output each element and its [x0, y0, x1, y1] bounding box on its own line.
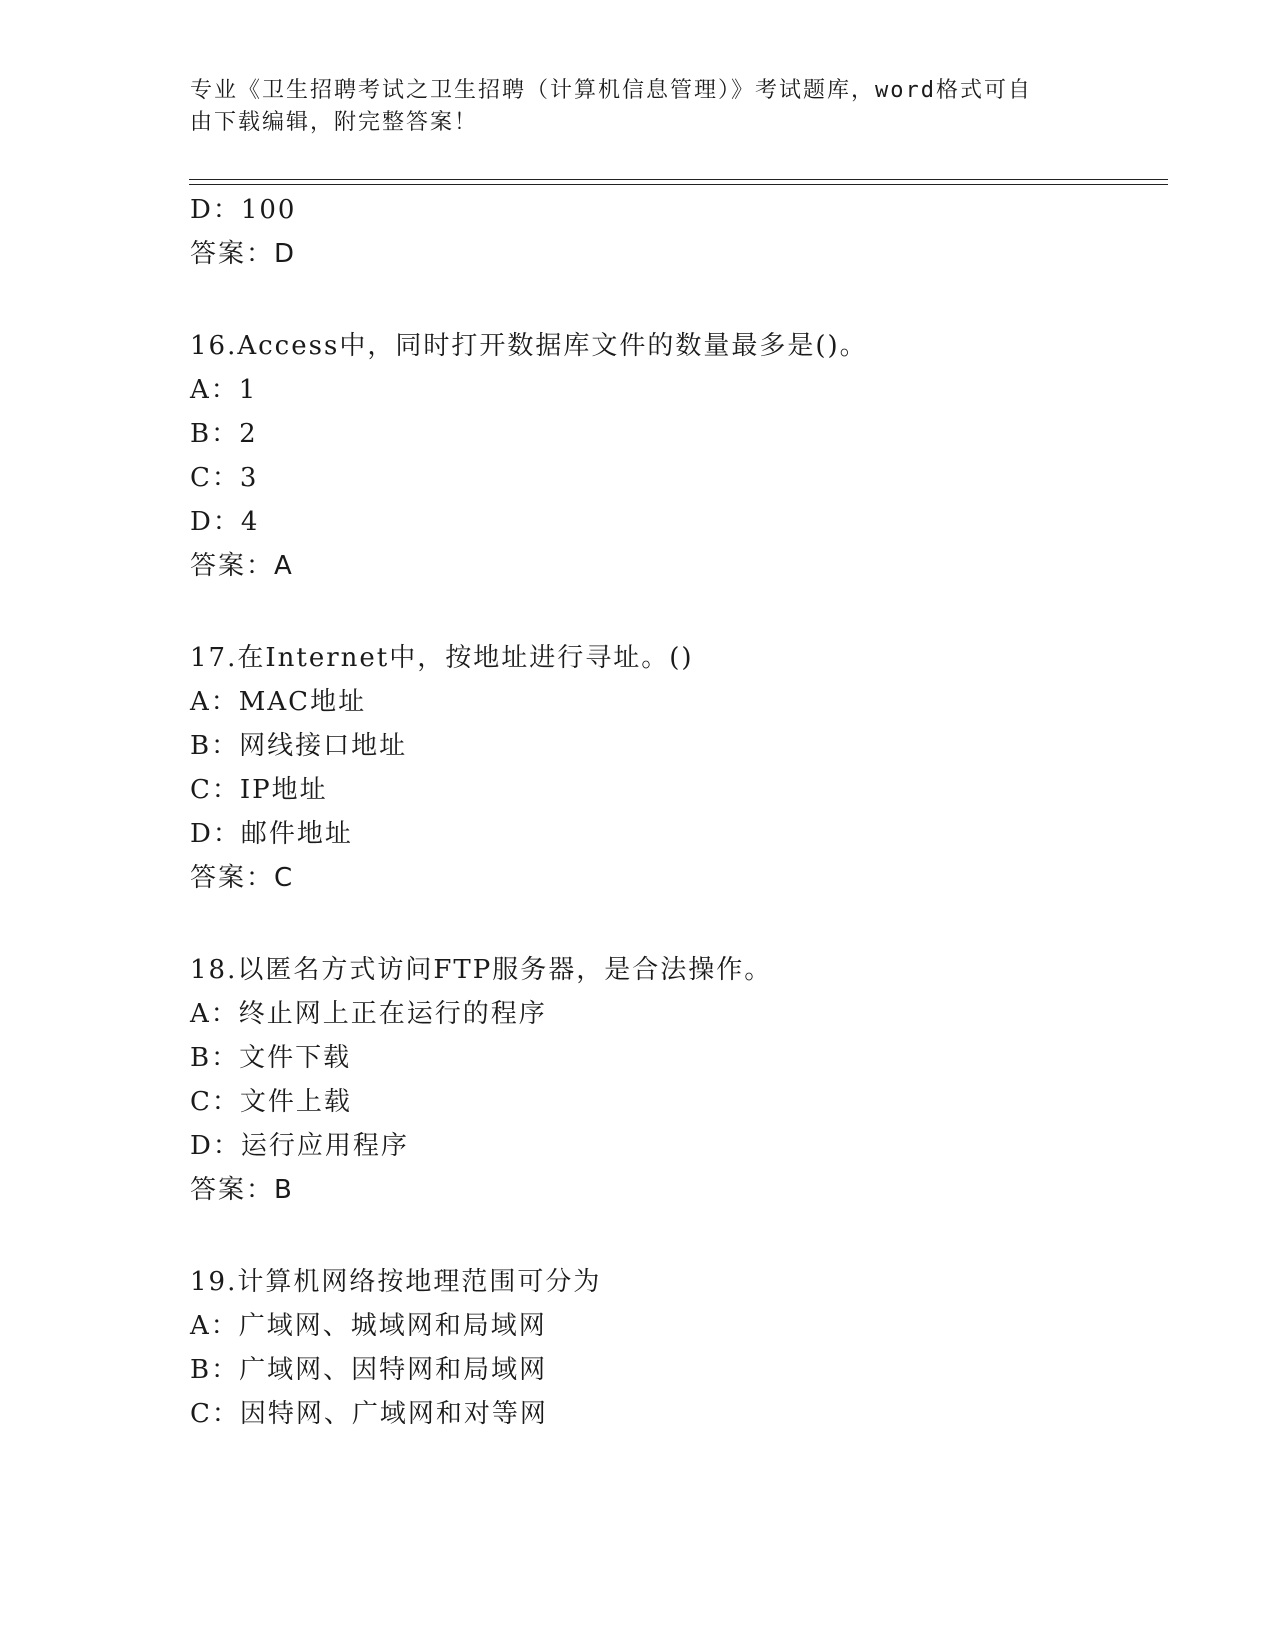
option-c: C：3: [190, 463, 259, 493]
option-a: A：广域网、城域网和局域网: [190, 1311, 547, 1341]
question-stem: 16.Access中，同时打开数据库文件的数量最多是()。: [190, 331, 868, 361]
option-b: B：广域网、因特网和局域网: [190, 1355, 548, 1385]
header-line-2: 由下载编辑，附完整答案！: [190, 110, 479, 135]
option-c: C：IP地址: [190, 775, 328, 805]
option-c: C：因特网、广域网和对等网: [190, 1399, 548, 1429]
question-stem: 17.在Internet中，按地址进行寻址。(): [190, 643, 694, 673]
option-c: C：文件上载: [190, 1087, 352, 1117]
option-d: D：邮件地址: [190, 819, 353, 849]
answer: 答案：C: [190, 863, 295, 893]
question-stem: 19.计算机网络按地理范围可分为: [190, 1267, 602, 1297]
answer: 答案：A: [190, 551, 294, 581]
option-d: D：4: [190, 507, 260, 537]
option-b: B：网线接口地址: [190, 731, 408, 761]
option-a: A：1: [190, 375, 258, 405]
answer: 答案：B: [190, 1175, 294, 1205]
option-d: D：100: [190, 195, 297, 225]
option-b: B：2: [190, 419, 258, 449]
option-b: B：文件下载: [190, 1043, 352, 1073]
option-d: D：运行应用程序: [190, 1131, 409, 1161]
document-header: [190, 75, 1090, 139]
header-divider-top: [189, 179, 1168, 180]
question-stem: 18.以匿名方式访问FTP服务器，是合法操作。: [190, 955, 773, 985]
header-divider-bottom: [189, 184, 1168, 185]
option-a: A：终止网上正在运行的程序: [190, 999, 547, 1029]
header-line-1: 专业《卫生招聘考试之卫生招聘（计算机信息管理）》考试题库，word格式可自: [190, 78, 1032, 103]
answer: 答案：D: [190, 239, 297, 269]
option-a: A：MAC地址: [190, 687, 367, 717]
